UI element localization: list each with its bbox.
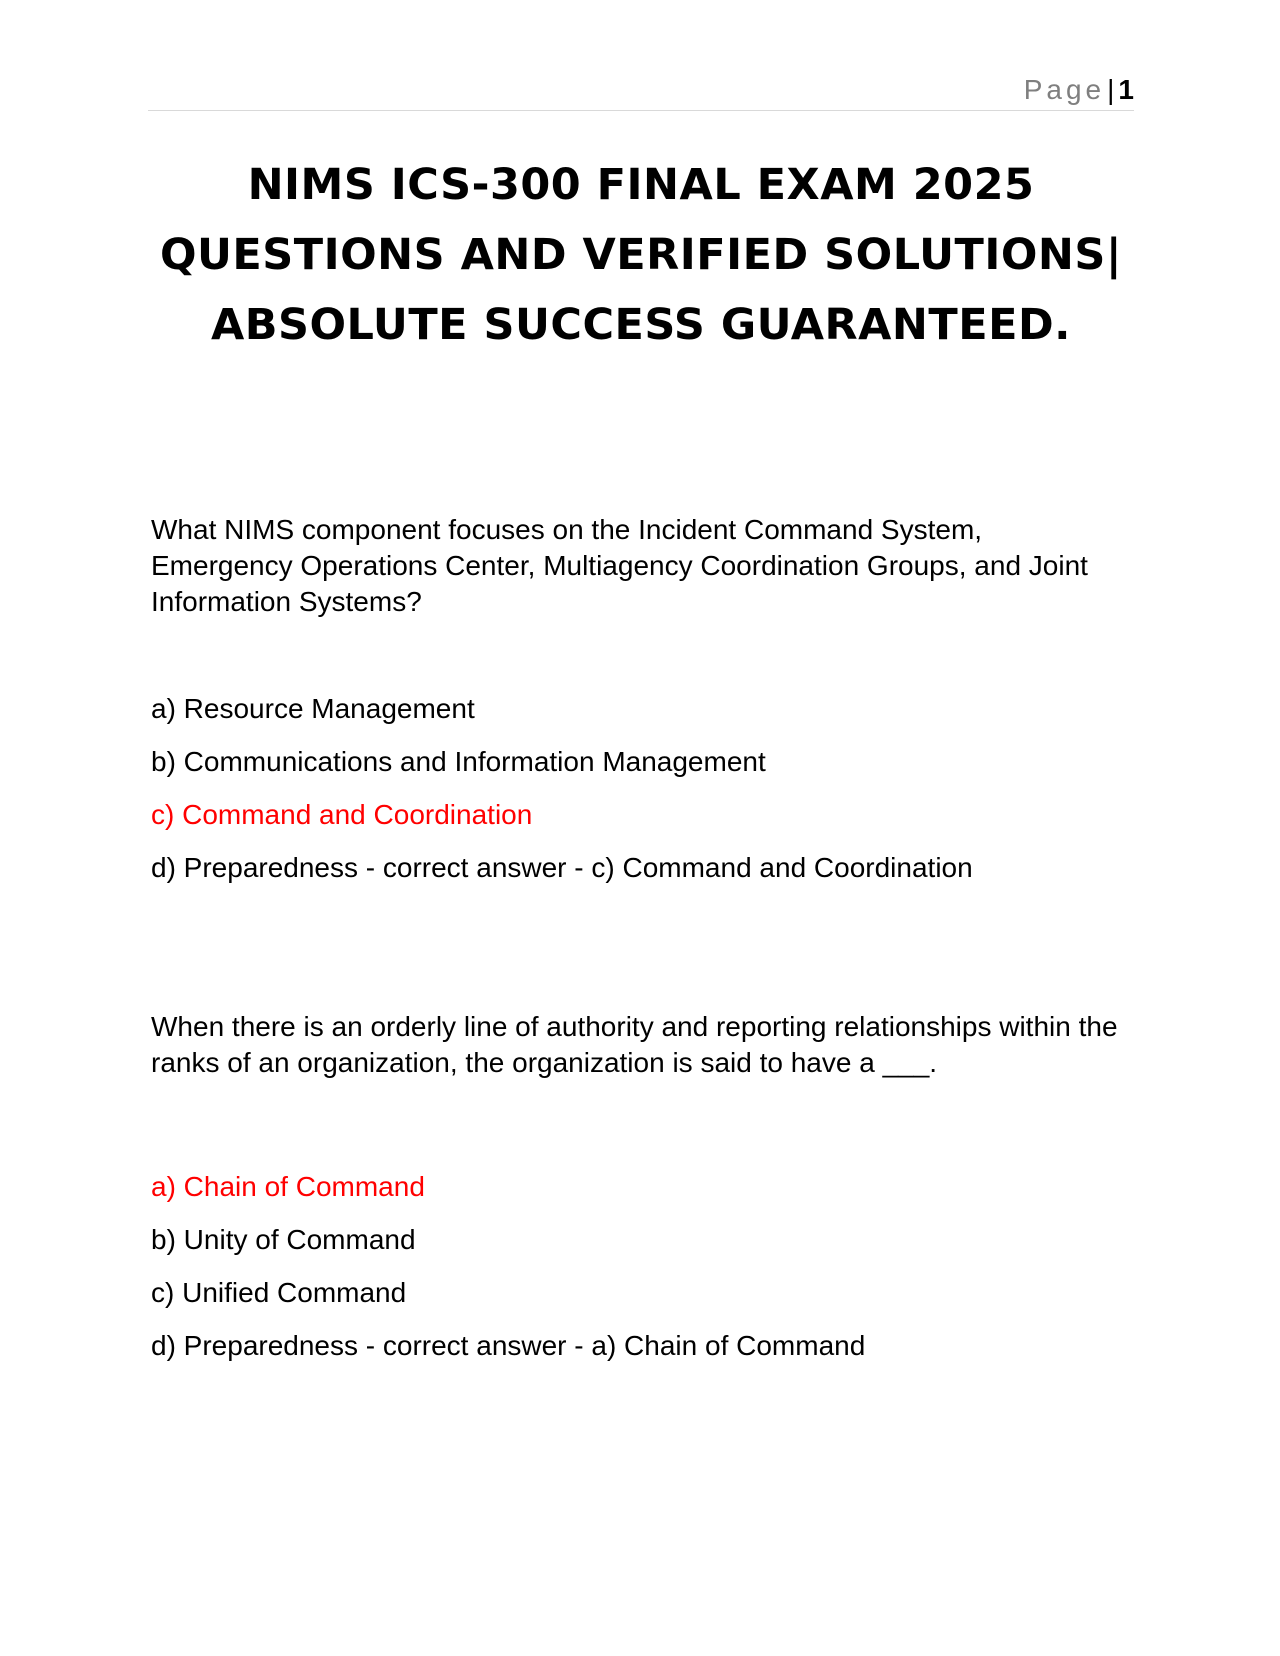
page-header (148, 72, 1134, 111)
answer-option-b: b) Communications and Information Management (151, 746, 766, 777)
answer-options (151, 691, 1131, 886)
answer-option-d-with-answer-key: d) Preparedness - correct answer - c) Command and Coordination (151, 852, 973, 883)
answer-option-d-with-answer-key: d) Preparedness - correct answer - a) Chain of Command (151, 1330, 866, 1361)
question-text: When there is an orderly line of authority and reporting relationships within the ranks of an organization, the organization is said to have a ___. (151, 1011, 1118, 1078)
answer-option-a-highlighted: a) Chain of Command (151, 1171, 425, 1202)
document-title: NIMS ICS-300 FINAL EXAM 2025 QUESTIONS AND VERIFIED SOLUTIONS| ABSOLUTE SUCCESS GUARANTEED. (159, 160, 1123, 350)
answer-option-b: b) Unity of Command (151, 1224, 416, 1255)
answer-option-c: c) Unified Command (151, 1277, 407, 1308)
question-text: What NIMS component focuses on the Incident Command System, Emergency Operations Center, Multiagency Coordination Groups, and Joint Information Systems? (151, 514, 1088, 617)
question-block-2 (151, 1009, 1131, 1381)
answer-option-c-highlighted: c) Command and Coordination (151, 799, 533, 830)
page-separator: | (1107, 74, 1115, 105)
page-label: Page (1023, 74, 1106, 105)
answer-options (151, 1169, 1131, 1364)
answer-option-a: a) Resource Management (151, 693, 475, 724)
question-block-1 (151, 512, 1131, 903)
page-number: 1 (1118, 74, 1134, 105)
